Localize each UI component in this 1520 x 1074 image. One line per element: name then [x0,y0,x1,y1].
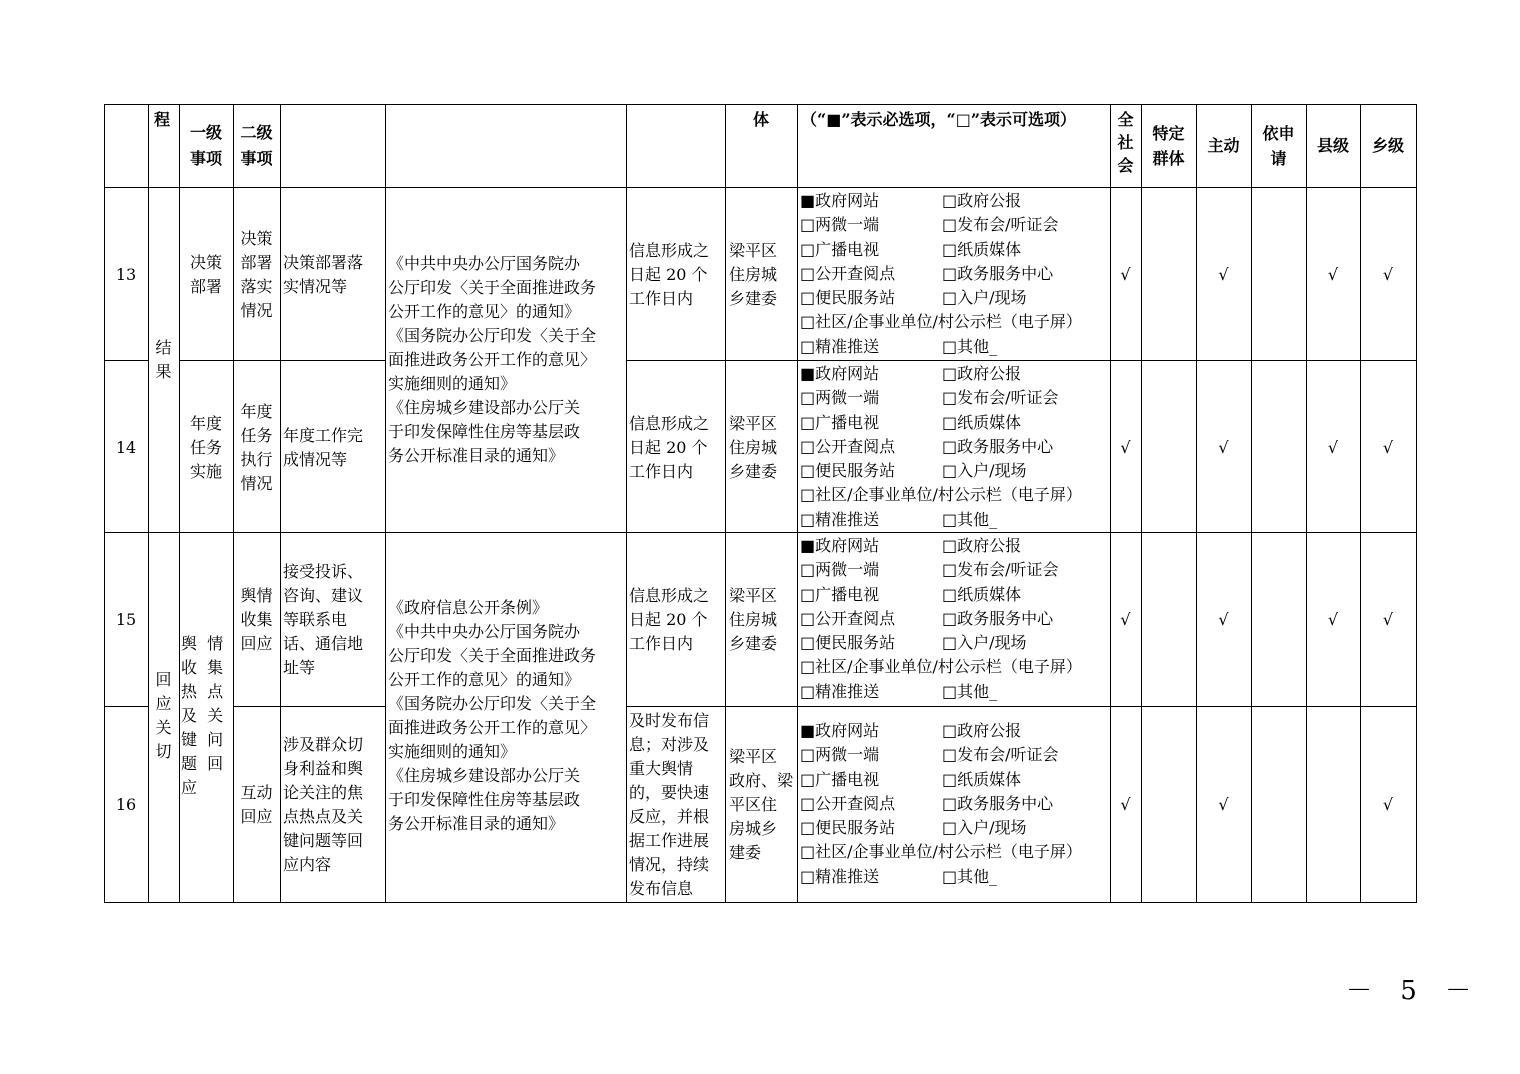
channel-list-left: ■政府网站 □两微一端 □广播电视 □公开查阅点 □便民服务站 □社区/企事业单位/村公示栏（电子屏） □精准推送 [800,536,1082,701]
table-border-bottom [104,902,1416,903]
row-divider [104,706,148,707]
col-divider [1196,104,1197,903]
header-active: 主动 [1207,136,1240,155]
header-specific-group: 特定 群体 [1152,124,1185,168]
check-all-society: √ [1120,265,1131,284]
col-divider [1306,104,1307,903]
subject-cell: 梁平区 住房城 乡建委 [729,414,778,481]
col-divider [179,104,180,903]
level2-item: 年度 任务 执行 情况 [240,402,273,493]
check-county: √ [1327,438,1339,457]
row-divider [626,360,1416,361]
check-township: √ [1382,795,1394,814]
row-divider [104,532,1416,533]
basis-response: 《政府信息公开条例》 《中共中央办公厅国务院办 公厅印发〈关于全面推进政务 公开工作的意见〉的通知》 《国务院办公厅印发〈关于全 面推进政务公开工作的意见〉 实施细则的通知》 《住房城乡建设部办公厅关 于印发保障性住房等基层政 务公开标准目录的通知》 [388,598,597,833]
timing-cell: 信息形成之 日起 20 个 工作日内 [629,241,710,308]
check-county: √ [1327,610,1339,629]
content-cell: 年度工作完 成情况等 [283,426,364,469]
channel-list-left: ■政府网站 □两微一端 □广播电视 □公开查阅点 □便民服务站 □社区/企事业单位/村公示栏（电子屏） □精准推送 [800,364,1082,529]
content-cell: 接受投诉、 咨询、建议 等联系电 话、通信地 址等 [283,562,364,677]
row-number: 16 [115,795,137,814]
row-divider [626,706,1416,707]
header-township: 乡级 [1371,136,1404,155]
check-active: √ [1218,265,1229,284]
col-divider [1360,104,1361,903]
col-divider [385,104,386,903]
timing-cell: 信息形成之 日起 20 个 工作日内 [629,586,710,653]
col-divider [797,104,798,903]
row-divider [233,706,385,707]
check-all-society: √ [1120,795,1131,814]
col-divider [626,104,627,903]
check-active: √ [1218,438,1229,457]
level2-item: 互动 回应 [240,783,273,826]
subject-cell: 梁平区 住房城 乡建委 [729,586,778,653]
channel-list-right: □政府公报 □发布会/听证会 □纸质媒体 □政务服务中心 □入户/现场 □其他_ [942,191,1059,356]
check-all-society: √ [1120,438,1131,457]
row-divider [179,360,385,361]
col-divider [725,104,726,903]
header-subject: 体 [752,110,769,129]
table-border-right [1416,104,1417,903]
check-township: √ [1382,265,1394,284]
col-divider [148,104,149,903]
timing-cell: 信息形成之 日起 20 个 工作日内 [629,414,710,481]
level2-item: 舆情 收集 回应 [240,586,273,653]
page-number: － 5 － [1346,976,1482,1006]
row-divider [104,360,148,361]
row-number: 13 [115,265,137,284]
group-response: 回 应 关 切 [155,670,172,761]
level2-item: 决策 部署 落实 情况 [240,229,273,320]
col-divider [1110,104,1111,903]
check-active: √ [1218,795,1229,814]
content-cell: 涉及群众切 身利益和舆 论关注的焦 点热点及关 键问题等回 应内容 [283,735,364,874]
subject-cell: 梁平区 住房城 乡建委 [729,241,778,308]
row-number: 14 [115,438,137,457]
header-process: 程 [154,110,171,129]
header-channel: （“■”表示必选项，“□”表示可选项） [801,110,1077,129]
check-township: √ [1382,610,1394,629]
channel-list-left: ■政府网站 □两微一端 □广播电视 □公开查阅点 □便民服务站 □社区/企事业单位/村公示栏（电子屏） □精准推送 [800,191,1082,356]
col-divider [280,104,281,903]
level1-response: 舆 情 收 集 热 点 及 关 键 问 题 回 应 [181,634,224,797]
check-active: √ [1218,610,1229,629]
check-township: √ [1382,438,1394,457]
channel-list-right: □政府公报 □发布会/听证会 □纸质媒体 □政务服务中心 □入户/现场 □其他_ [942,536,1059,701]
timing-cell: 及时发布信 息；对涉及 重大舆情 的，要快速 反应，并根 据工作进展 情况，持续 发布信息 [629,711,710,898]
subject-cell: 梁平区 政府、梁 平区住 房城乡 建委 [729,747,794,862]
header-county: 县级 [1316,136,1349,155]
header-all-society: 全 社 会 [1117,110,1134,175]
level1-item: 决策 部署 [189,253,222,296]
table-border-left [104,104,105,903]
check-all-society: √ [1120,610,1131,629]
col-divider [1141,104,1142,903]
level1-item: 年度 任务 实施 [189,414,222,481]
header-level2: 二级 事项 [240,123,273,168]
col-divider [1251,104,1252,903]
row-number: 15 [115,610,137,629]
content-cell: 决策部署落 实情况等 [283,253,364,296]
group-result: 结 果 [155,338,172,381]
channel-list-left: ■政府网站 □两微一端 □广播电视 □公开查阅点 □便民服务站 □社区/企事业单位/村公示栏（电子屏） □精准推送 [800,721,1082,886]
table-border-top [104,104,1416,105]
channel-list-right: □政府公报 □发布会/听证会 □纸质媒体 □政务服务中心 □入户/现场 □其他_ [942,721,1059,886]
channel-list-right: □政府公报 □发布会/听证会 □纸质媒体 □政务服务中心 □入户/现场 □其他_ [942,364,1059,529]
header-level1: 一级 事项 [189,123,222,168]
header-on-request: 依申 请 [1262,124,1295,168]
check-county: √ [1327,265,1339,284]
header-bottom-line [104,187,1416,188]
basis-results: 《中共中央办公厅国务院办 公厅印发〈关于全面推进政务 公开工作的意见〉的通知》 《国务院办公厅印发〈关于全 面推进政务公开工作的意见〉 实施细则的通知》 《住房城乡建设部办公厅关 于印发保障性住房等基层政 务公开标准目录的通知》 [388,254,597,465]
